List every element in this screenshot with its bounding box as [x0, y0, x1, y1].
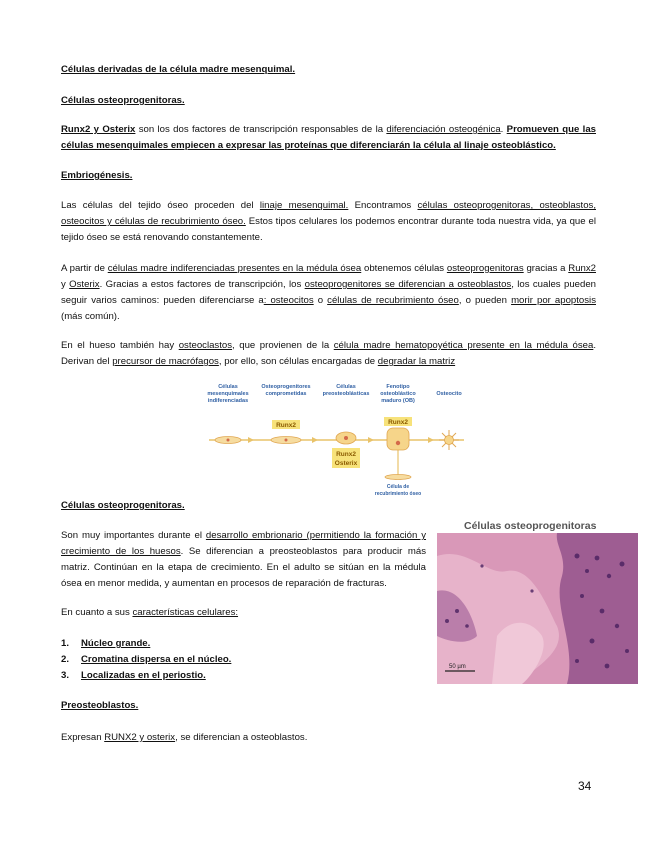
paragraph-osteoclasts — [61, 338, 596, 370]
nucleus-icon — [227, 439, 230, 442]
text: Expresan — [61, 732, 105, 743]
osteoblast-cell-icon — [387, 428, 409, 450]
list-text: Cromatina dispersa en el núcleo. — [81, 654, 232, 665]
text: linaje mesenquimal. — [259, 200, 349, 211]
text: A partir de — [61, 263, 108, 274]
arrow-icon — [248, 437, 254, 443]
arrow-icon — [368, 437, 374, 443]
text: , que provienen de la — [232, 340, 334, 351]
text: son los dos factores de transcripción responsables de la — [135, 124, 387, 135]
text: células de recubrimiento óseo — [327, 295, 459, 306]
section-heading: Células derivadas de la célula madre mesenquimal. — [61, 64, 296, 75]
text: obtenemos células — [361, 263, 447, 274]
subheading: Preosteoblastos. — [61, 700, 139, 711]
text: : osteocitos — [263, 295, 314, 306]
text: Promueven que las células mesenquimales empiecen a expresar las proteínas que diferenciarán la célula al linaje osteoblástico. — [61, 124, 596, 151]
list-item — [61, 636, 231, 652]
subheading: Células osteoprogenitoras. — [61, 500, 185, 511]
diagram-label-col1: Células mesenquimales indiferenciadas — [207, 384, 249, 404]
paragraph-embriogenesis — [61, 198, 596, 246]
arrow-icon — [428, 437, 434, 443]
page-number: 34 — [578, 779, 592, 793]
text: Encontramos — [348, 200, 418, 211]
runx2-badge-label: Runx2 — [336, 451, 356, 458]
paragraph-origin — [61, 261, 596, 325]
text: osteoprogenitoras — [446, 263, 524, 274]
text: . Gracias a estos factores de transcripción, los — [99, 279, 305, 290]
list-item — [61, 668, 231, 684]
osterix-badge-label: Osterix — [334, 460, 358, 467]
subheading: Células osteoprogenitoras. — [61, 95, 185, 106]
paragraph-osteoprogenitor — [61, 528, 426, 592]
paragraph-runx2 — [61, 122, 596, 154]
list-number: 3. — [61, 670, 70, 681]
nucleus-icon — [285, 439, 288, 442]
text: Son muy importantes durante el — [61, 530, 206, 541]
text: osteoclastos — [178, 340, 233, 351]
text: , se diferencian a osteoblastos. — [175, 732, 308, 743]
paragraph-preosteoblasts — [61, 730, 596, 746]
diagram-label-lining: Célula de recubrimiento óseo — [374, 484, 422, 497]
text: En el hueso también hay — [61, 340, 179, 351]
runx2-badge-label: Runx2 — [276, 422, 296, 429]
list-number: 1. — [61, 638, 70, 649]
text: osteoprogenitores se diferencian a osteoblastos — [304, 279, 512, 290]
text: célula madre hematopoyética presente en la médula ósea — [333, 340, 594, 351]
text: Osterix — [69, 279, 100, 290]
histology-title: Células osteoprogenitoras — [464, 520, 597, 532]
text: o — [313, 295, 328, 306]
text: gracias a — [523, 263, 569, 274]
histology-image — [437, 516, 638, 684]
runx2-badge-label: Runx2 — [388, 419, 408, 426]
text: y — [61, 279, 70, 290]
text: Las células del tejido óseo proceden del — [61, 200, 260, 211]
features-list — [61, 636, 231, 684]
nucleus-icon — [344, 436, 348, 440]
text: En cuanto a sus — [61, 607, 133, 618]
text: . — [500, 124, 507, 135]
subheading: Embriogénesis. — [61, 170, 133, 181]
text: degradar la matriz — [377, 356, 456, 367]
list-number: 2. — [61, 654, 70, 665]
text: células madre indiferenciadas presentes en la médula ósea — [107, 263, 362, 274]
text: diferenciación osteogénica — [386, 124, 501, 135]
lining-cell-icon — [385, 475, 411, 480]
scale-bar-label: 50 µm — [449, 664, 466, 670]
text: . Derivan del — [61, 340, 596, 367]
text: RUNX2 y osterix — [104, 732, 176, 743]
text: . Se diferencian a preosteoblastos para producir más matriz. Continúan en la etapa de crecimiento. En el adulto se sitúan en la médula ósea en menor medida, y aumentan en procesos de reparación de fracturas. — [61, 546, 427, 589]
diagram-label-col2: Osteoprogenitores comprometidas — [261, 384, 311, 397]
list-item — [61, 652, 231, 668]
text: Runx2 y Osterix — [61, 124, 136, 135]
nucleus-icon — [396, 441, 400, 445]
list-text: Núcleo grande. — [81, 638, 151, 649]
list-text: Localizadas en el periostio. — [81, 670, 206, 681]
paragraph-features-intro — [61, 605, 596, 621]
text: características celulares: — [132, 607, 239, 618]
diagram-label-col3: Células preosteoblásticas — [322, 384, 370, 397]
text: células osteoprogenitoras, osteoblastos, osteocitos y células de recubrimiento óseo. — [61, 200, 596, 227]
text: morir por apoptosis — [511, 295, 596, 306]
osteoblast-differentiation-diagram — [206, 380, 468, 502]
text: precursor de macrófagos — [112, 356, 219, 367]
osteocyte-body-icon — [445, 436, 454, 445]
text: Runx2 — [568, 263, 596, 274]
diagram-label-col4: Fenotipo osteoblástico maduro (OB) — [380, 384, 416, 404]
diagram-label-col5: Osteocito — [436, 391, 462, 397]
text: , por ello, son células encargadas de — [218, 356, 378, 367]
text: Estos tipos celulares los podemos encontrar durante toda nuestra vida, ya que el tejido óseo se está renovando constantemente. — [61, 216, 596, 243]
text: , o pueden — [458, 295, 512, 306]
text: , los cuales pueden seguir varios caminos: pueden diferenciarse a — [61, 279, 596, 306]
text: (más común). — [61, 311, 120, 322]
arrow-icon — [312, 437, 318, 443]
text: desarrollo embrionario (permitiendo la formación y crecimiento de los huesos — [61, 530, 427, 557]
